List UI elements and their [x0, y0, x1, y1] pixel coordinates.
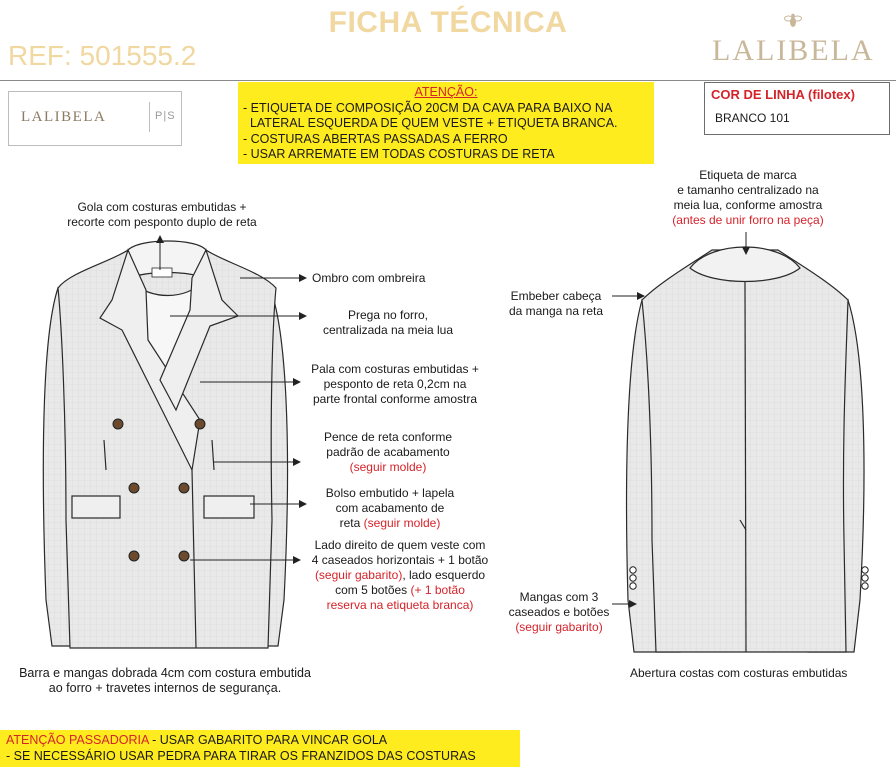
- page-title: FICHA TÉCNICA: [328, 6, 568, 39]
- note-pocket: Bolso embutido + lapela com acabamento de reta (seguir molde): [325, 486, 455, 530]
- thread-color-value: BRANCO 101: [715, 111, 790, 125]
- button: [129, 551, 139, 561]
- front-neck-label: [152, 268, 172, 277]
- note-yoke: Pala com costuras embutidas + pesponto de reta 0,2cm na parte frontal conforme amostra: [311, 362, 479, 406]
- note-collar: Gola com costuras embutidas + recorte com pesponto duplo de reta: [67, 200, 257, 229]
- thread-color-title: COR DE LINHA (filotex): [711, 87, 855, 102]
- reference-code: REF: 501555.2: [8, 40, 197, 71]
- logo-name: LALIBELA: [21, 109, 107, 125]
- note-dart: Pence de reta conforme padrão de acabamento (seguir molde): [323, 430, 453, 474]
- button: [179, 483, 189, 493]
- button: [129, 483, 139, 493]
- pressing-line-1: ATENÇÃO PASSADORIA - USAR GABARITO PARA VINCAR GOLA: [6, 733, 388, 747]
- button: [195, 419, 205, 429]
- logo-suffix: P|S: [155, 110, 176, 122]
- brand-wordmark: LALIBELA: [712, 34, 875, 67]
- pressing-warning-box: [0, 730, 520, 767]
- pressing-line-2: - SE NECESSÁRIO USAR PEDRA PARA TIRAR OS FRANZIDOS DAS COSTURAS: [6, 749, 476, 763]
- attention-line: - USAR ARREMATE EM TODAS COSTURAS DE RETA: [243, 147, 555, 161]
- attention-line: - ETIQUETA DE COMPOSIÇÃO 20CM DA CAVA PARA BAIXO NA: [243, 101, 613, 115]
- attention-line: LATERAL ESQUERDA DE QUEM VESTE + ETIQUETA BRANCA.: [243, 116, 618, 130]
- attention-line: - COSTURAS ABERTAS PASSADAS A FERRO: [243, 132, 508, 146]
- note-back-vent: Abertura costas com costuras embutidas: [630, 666, 848, 680]
- front-left-pocket-flap: [72, 496, 120, 518]
- back-jacket-drawing: [627, 247, 864, 652]
- note-brand-label: Etiqueta de marca e tamanho centralizado na meia lua, conforme amostra (antes de unir forro na peça): [672, 168, 824, 227]
- front-right-pocket-flap: [204, 496, 254, 518]
- back-collar: [690, 247, 800, 282]
- button: [179, 551, 189, 561]
- button: [113, 419, 123, 429]
- note-cuffs: Mangas com 3 caseados e botões (seguir gabarito): [508, 590, 610, 634]
- attention-title: ATENÇÃO:: [414, 85, 478, 99]
- note-closure: Lado direito de quem veste com 4 caseados horizontais + 1 botão (seguir gabarito), lado esquerdo com 5 botões (+ 1 botão reserva na etiqueta branca): [311, 538, 489, 612]
- note-pleat: Prega no forro, centralizada na meia lua: [322, 308, 454, 337]
- note-hem: Barra e mangas dobrada 4cm com costura embutida ao forro + travetes internos de segurança.: [19, 666, 311, 695]
- front-jacket-drawing: [43, 241, 287, 648]
- note-sleeve-head: Embeber cabeça da manga na reta: [508, 289, 604, 318]
- note-shoulder: Ombro com ombreira: [312, 271, 426, 285]
